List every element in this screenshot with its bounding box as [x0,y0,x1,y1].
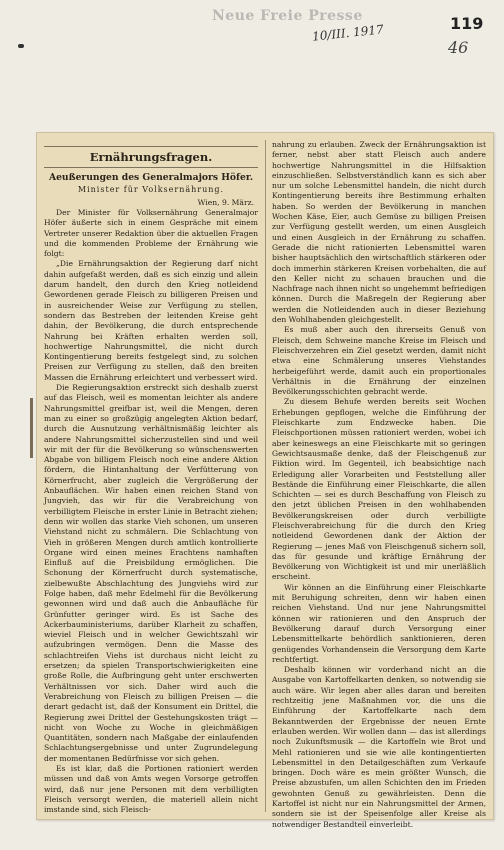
paragraph: Der Minister für Volksernährung Generalmajor Höfer äußerte sich in einem Gespräche mit einem Vertreter unserer Redaktion über die aktuellen Fragen und die kommenden Probleme der Ernährung wie folgt: [44,208,258,259]
column-divider [265,140,266,812]
article-byline: Minister für Volksernährung. [77,185,225,194]
newspaper-clipping [36,132,494,829]
paragraph: Deshalb können wir vorderhand nicht an die Ausgabe von Kartoffelkarten denken, so notwendig sie auch wäre. Wir legen aber alles daran und bereiten rechtzeitig jene Maßnahmen vor, die uns die Einführung der Kartoffelkarte nach dem Bekanntwerden der Ergebnisse der neuen Ernte erlauben werden. Wir wollen dann — das ist allerdings noch Zukunftsmusik — die Kartoffeln wie Brot und Mehl rationieren und sie wie alle kontingentierten Lebensmittel in den Detailgeschäften zum Verkaufe bringen. Doch wäre es mein größter Wunsch, die Preise abzustufen, um allen Schichten den im Frieden gewohnten Genuß zu gewährleisten. Denn die Kartoffel ist nicht nur ein Nahrungsmittel der Armen, sondern sie ist der Speisenfolge aller Kreise als notwendiger Bestandteil einverleibt. [272,665,486,829]
newspaper-masthead: Neue Freie Presse [212,8,363,24]
paragraph: Wir können an die Einführung einer Fleischkarte mit Beruhigung schreiten, denn wir haben einen reichen Viehstand. Und nur jene Nahrungsmittel können wir rationieren und den Anspruch der Bevölkerung darauf durch Versorgung einer Lebensmittelkarte behördlich sanktionieren, deren genügendes Vorhandensein die Versorgung dem Karte rechtfertigt. [272,582,486,664]
paragraph: „Die Ernährungsaktion der Regierung darf nicht dahin aufgefaßt werden, daß es sich einzig und allein darum handelt, den durch den Krieg notleidend Gewordenen gerade Fleisch zu billigeren Preisen und in ausreichender Weise zur Verfügung zu stellen, sondern das Bestreben der leitenden Kreise geht dahin, der Bevölkerung, die durch entsprechende Nahrung bei Kräften erhalten werden soll, hochwertige Nahrungsmittel, die nicht durch Kontingentierung bereits festgelegt sind, zu solchen Preisen zur Verfügung zu stellen, daß den breiten Massen die Ernährung erleichtert und verbessert wird. [44,259,258,382]
punch-hole-mark [18,44,24,48]
article-column-right [272,140,486,829]
page-header [0,0,504,58]
paragraph: Die Regierungsaktion erstreckt sich deshalb zuerst auf das Fleisch, weil es momentan leichter als andere Nahrungsmittel greifbar ist, weil die Mengen, deren man zu einer so großzügig angelegten Aktion bedarf, durch die Ausnutzung verhältnismäßig leichter als andere Nahrungsmittel sicherzustellen sind und weil wir mit der für die Bevölkerung so wünschenswerten Abgabe von billigem Fleisch noch eine andere Aktion fördern, die Hintanhaltung der Verfütterung von Körnerfrucht, aber zugleich die Vergrößerung der Anbauflächen. Wir haben einen reichen Stand von Jungvieh, das wir für die Verabreichung von verbilligtem Fleische in erster Linie in Betracht ziehen; denn wir wollen das starke Vieh schonen, um unseren Viehstand nicht zu schmälern. Die Schlachtung von Vieh in größeren Mengen durch amtlich kontrollierte Organe wird einen meines Erachtens namhaften Einfluß auf die Preisbildung ermöglichen. Die Schonung der Körnerfrucht durch systematische, zielbewußte Abschlachtung des Jungviehs wird zur Folge haben, daß mehr Edelmehl für die Bevölkerung gewonnen wird und daß auch die Anbaufläche für Grünfutter geringer wird. Es ist Sache des Ackerbauministeriums, darüber Klarheit zu schaffen, wieviel Fleisch und in welcher Gewichtszahl wir aufzubringen vermögen. Denn die Masse des schlachtreifen Viehs ist durchaus nicht leicht zu ersetzen; da spielen Transportschwierigkeiten eine große Rolle, die Aufbringung geht unter erschwerten Verhältnissen vor sich. Daher wird auch die Verabreichung von Fleisch zu billigen Preisen — die derart gedacht ist, daß der Konsument ein Drittel, die Regierung zwei Drittel der Gestehungskosten trägt — nicht von Woche zu Woche in gleichmäßigen Quantitäten, sondern nach Maßgabe der einlaufenden Schlachtungsergebnisse und unter Zugrundelegung der momentanen Bedürfnisse vor sich gehen. [44,383,259,763]
article-subhead: Aeußerungen des Generalmajors Höfer. [48,172,254,183]
handwritten-folio-number: 46 [448,38,469,57]
article-headline: Ernährungsfragen. [44,146,258,168]
paragraph: Zu diesem Behufe werden bereits seit Wochen Erhebungen gepflogen, welche die Einführung der Fleischkarte zum Endzwecke haben. Die Fleischportionen müssen rationiert werden, wobei ich aber keineswegs an eine Fleischkarte mit so geringen Gewichtsausmaße denke, daß der Fleischgenuß zur Fiktion wird. Im Gegenteil, ich beabsichtige nach Erledigung aller Vorarbeiten und Feststellung aller Bestände die Einführung einer Fleischkarte, die allen Schichten — sei es durch Beschaffung von Fleisch zu den jetzt üblichen Preisen in den wohlhabenden Bevölkerungskreisen oder durch verbilligte Fleischverabreichung für die durch den Krieg notleidend Gewordenen dank der Aktion der Regierung — jenes Maß von Fleischgenuß sichern soll, das für gesunde und kräftige Ernährung der Bevölkerung von Wichtigkeit ist und mir unerläßlich erscheint. [272,397,486,582]
paragraph: Es ist klar, daß die Portionen rationiert werden müssen und daß von Amts wegen Vorsorge getroffen wird, daß nur jene Personen mit dem verbilligten Fleisch versorgt werden, die materiell allein nicht imstande sind, sich Fleisch- [44,764,258,815]
paragraph: Es muß aber auch den ihrerseits Genuß von Fleisch, dem Schweine manche Kreise im Fleisch und Fleischverzehren ein Ziel gesetzt werden, damit nicht etwa eine Schmälerung unseres Viehstandes herbeigeführt werde, damit auch ein proportionales Verhältnis in die Ernährung der einzelnen Bevölkerungsschichten gebracht werde. [272,325,486,397]
margin-mark [30,398,33,458]
article-dateline: Wien, 9. März. [197,198,254,207]
page-number: 119 [450,14,484,33]
handwritten-date: 10/III. 1917 [311,22,385,44]
article-column-left [44,140,259,815]
paragraph: nahrung zu erlauben. Zweck der Ernährungsaktion ist ferner, nebst aber statt Fleisch auch andere hochwertige Nahrungsmittel in die Hilfsaktion einzuschließen. Selbstverständlich kann es sich aber nur um solche Lebensmittel handeln, die nicht durch Kontingentierung bereits ihre Bestimmung erhalten haben. So werden der Bevölkerung in manchen Wochen Käse, Eier, auch Gemüse zu billigen Preisen zur Verfügung gestellt werden, um einen Ausgleich und einen Ausgleich in der Ernährung zu schaffen. Gerade die nicht rationierten Lebensmittel waren bisher hauptsächlich den wirtschaftlich stärkeren oder doch immerhin stärkeren Kreisen vorbehalten, die auf den Keller nicht zu schauen brauchen und die Nachfrage nach ihnen nicht so ungehemmt befriedigen können. Durch die Maßregeln der Regierung aber werden die Notleidenden auch in dieser Beziehung den Wohlhabenden gleichgestellt. [272,140,486,325]
